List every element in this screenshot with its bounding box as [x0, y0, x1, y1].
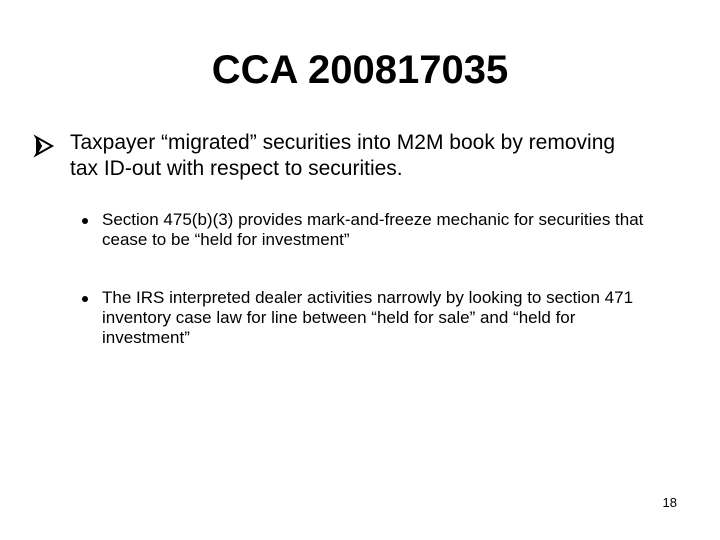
sub-bullet-item [82, 288, 662, 348]
sub-bullet-text: The IRS interpreted dealer activities narrowly by looking to section 471 inventory case law for line between “held for sale” and “held for investment” [102, 288, 634, 347]
sub-bullet-item [82, 210, 662, 250]
arrow-bullet-icon [32, 134, 56, 158]
main-bullet-text: Taxpayer “migrated” securities into M2M book by removing tax ID-out with respect to securities. [70, 131, 616, 180]
page-number: 18 [662, 495, 677, 510]
dot-bullet-icon [82, 218, 88, 224]
slide-title: CCA 200817035 [211, 48, 509, 92]
sub-bullet-text: Section 475(b)(3) provides mark-and-freeze mechanic for securities that cease to be “held for investment” [102, 210, 644, 249]
main-bullet-item [32, 130, 672, 182]
dot-bullet-icon [82, 296, 88, 302]
